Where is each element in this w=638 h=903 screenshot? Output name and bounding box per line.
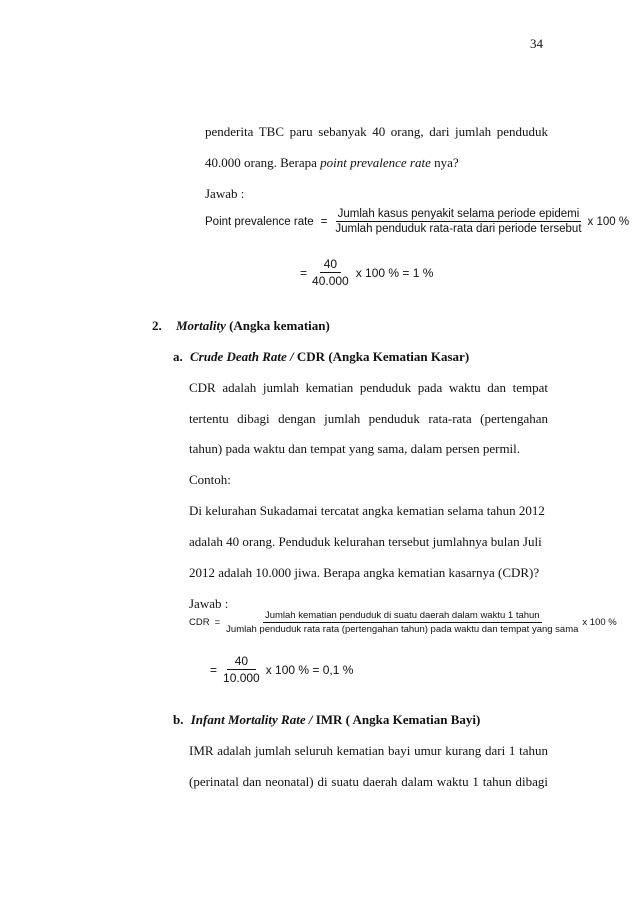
formula-ppr-calc-result: x 100 % = 1 % bbox=[355, 265, 434, 280]
formula-ppr-times: x 100 % bbox=[587, 215, 630, 228]
formula-ppr-eq: = bbox=[320, 215, 328, 228]
intro-line-1: penderita TBC paru sebanyak 40 orang, dari jumlah penduduk bbox=[205, 124, 548, 139]
sub-b-letter: b. bbox=[173, 712, 184, 727]
formula-cdr-calc-fraction bbox=[221, 654, 262, 685]
formula-cdr-denominator: Jumlah penduduk rata rata (pertengahan tahun) pada waktu dan tempat yang sama bbox=[226, 624, 579, 635]
formula-ppr-fraction bbox=[333, 208, 583, 235]
formula-cdr-eq: = bbox=[214, 617, 221, 628]
formula-cdr-numerator: Jumlah kematian penduduk di suatu daerah dalam waktu 1 tahun bbox=[264, 610, 540, 621]
sub-a-example-line-2: adalah 40 orang. Penduduk kelurahan tersebut jumlahnya bulan Juli bbox=[189, 534, 542, 549]
section-2-number: 2. bbox=[152, 318, 162, 333]
section-2-title-rest: (Angka kematian) bbox=[225, 318, 330, 333]
formula-cdr-times: x 100 % bbox=[582, 617, 617, 628]
formula-cdr-calc-num: 40 bbox=[227, 654, 256, 670]
sub-a-example-line-1: Di kelurahan Sukadamai tercatat angka kematian selama tahun 2012 bbox=[189, 503, 545, 518]
sub-a-title-italic: Crude Death Rate / bbox=[190, 349, 294, 364]
sub-a-paragraph-line-3: tahun) pada waktu dan tempat yang sama, dalam persen permil. bbox=[189, 441, 521, 456]
formula-ppr-numerator: Jumlah kasus penyakit selama periode epidemi bbox=[337, 208, 580, 220]
section-2-heading bbox=[152, 318, 330, 334]
intro-line-2 bbox=[205, 155, 459, 171]
formula-ppr bbox=[205, 208, 629, 235]
formula-cdr-calc bbox=[210, 654, 353, 685]
sub-a-heading bbox=[173, 349, 469, 365]
sub-a-jawab: Jawab : bbox=[189, 596, 229, 611]
formula-cdr-calc-den: 10.000 bbox=[223, 671, 260, 685]
formula-ppr-calc-eq: = bbox=[300, 265, 308, 280]
sub-a-contoh: Contoh: bbox=[189, 472, 231, 487]
formula-cdr-fraction bbox=[224, 610, 580, 635]
formula-ppr-calc bbox=[300, 257, 433, 288]
sub-b-title-italic: Infant Mortality Rate / bbox=[190, 712, 313, 727]
sub-a-paragraph-line-2: tertentu dibagi dengan jumlah penduduk rata-rata (pertengahan bbox=[189, 411, 548, 426]
formula-cdr-calc-eq: = bbox=[210, 662, 218, 677]
intro-jawab: Jawab : bbox=[205, 186, 245, 201]
formula-cdr-label: CDR bbox=[189, 617, 210, 628]
formula-cdr-calc-result: x 100 % = 0,1 % bbox=[265, 662, 354, 677]
sub-a-title-rest: CDR (Angka Kematian Kasar) bbox=[293, 349, 470, 364]
sub-a-example-line-3: 2012 adalah 10.000 jiwa. Berapa angka kematian kasarnya (CDR)? bbox=[189, 565, 540, 580]
formula-ppr-calc-den: 40.000 bbox=[312, 274, 349, 288]
formula-ppr-denominator: Jumlah penduduk rata-rata dari periode tersebut bbox=[335, 223, 582, 235]
formula-ppr-calc-fraction bbox=[310, 257, 351, 288]
sub-a-letter: a. bbox=[173, 349, 183, 364]
sub-a-paragraph-line-1: CDR adalah jumlah kematian penduduk pada waktu dan tempat bbox=[189, 380, 548, 395]
sub-b-title-rest: IMR ( Angka Kematian Bayi) bbox=[312, 712, 481, 727]
intro-line-2-suffix: nya? bbox=[430, 155, 459, 170]
formula-ppr-calc-num: 40 bbox=[320, 257, 341, 273]
page-number: 34 bbox=[530, 36, 543, 51]
intro-line-2-italic: point prevalence rate bbox=[320, 155, 431, 170]
section-2-title-italic: Mortality bbox=[176, 318, 226, 333]
formula-cdr bbox=[189, 610, 617, 635]
sub-b-paragraph-line-1: IMR adalah jumlah seluruh kematian bayi umur kurang dari 1 tahun bbox=[189, 743, 548, 758]
sub-b-heading bbox=[173, 712, 480, 728]
intro-line-2-prefix: 40.000 orang. Berapa bbox=[205, 155, 321, 170]
sub-b-paragraph-line-2: (perinatal dan neonatal) di suatu daerah dalam waktu 1 tahun dibagi bbox=[189, 774, 548, 789]
formula-ppr-label: Point prevalence rate bbox=[205, 215, 314, 228]
